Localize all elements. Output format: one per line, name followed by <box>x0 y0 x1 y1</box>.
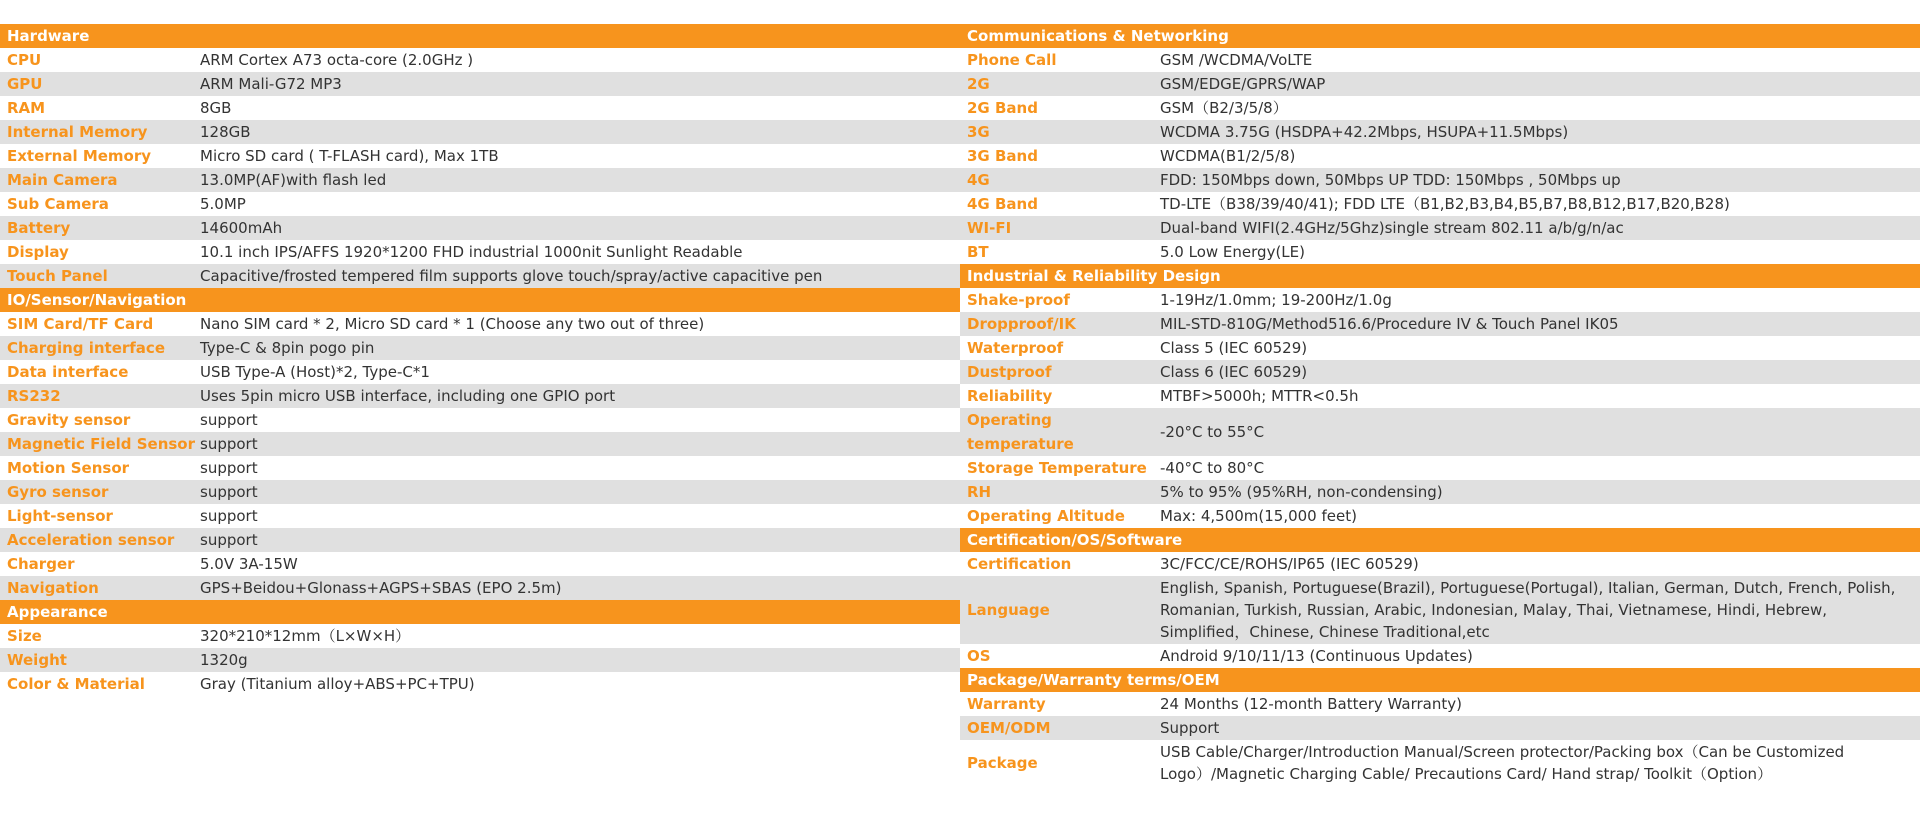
spec-row-operating-temperature <box>960 408 1920 456</box>
spec-label: SIM Card/TF Card <box>7 315 154 333</box>
spec-label: 4G <box>967 171 990 189</box>
spec-row-package <box>960 740 1920 786</box>
spec-value: 320*210*12mm（L×W×H） <box>200 627 411 645</box>
spec-row-main-camera <box>0 168 960 192</box>
spec-label: Internal Memory <box>7 123 148 141</box>
spec-value: WCDMA 3.75G (HSDPA+42.2Mbps, HSUPA+11.5Mbps) <box>1160 123 1569 141</box>
spec-value: Capacitive/frosted tempered film supports glove touch/spray/active capacitive pen <box>200 267 823 285</box>
spec-row-wi-fi <box>960 216 1920 240</box>
section-industrial-reliability-design <box>960 264 1920 528</box>
spec-row-data-interface <box>0 360 960 384</box>
section-hardware <box>0 24 960 288</box>
spec-label: Charging interface <box>7 339 165 357</box>
spec-label: 3G Band <box>967 147 1038 165</box>
spec-row-display <box>0 240 960 264</box>
spec-row-3g <box>960 120 1920 144</box>
spec-row-charging-interface <box>0 336 960 360</box>
spec-label: Charger <box>7 555 75 573</box>
spec-label: Operating Altitude <box>967 507 1125 525</box>
spec-row-external-memory <box>0 144 960 168</box>
spec-row-dustproof <box>960 360 1920 384</box>
spec-row-phone-call <box>960 48 1920 72</box>
right-spec-column <box>960 24 1920 786</box>
spec-value: Gray (Titanium alloy+ABS+PC+TPU) <box>200 675 475 693</box>
spec-value: 3C/FCC/CE/ROHS/IP65 (IEC 60529) <box>1160 555 1419 573</box>
spec-label: BT <box>967 243 989 261</box>
spec-row-cpu <box>0 48 960 72</box>
spec-value: 128GB <box>200 123 251 141</box>
spec-label: Battery <box>7 219 71 237</box>
spec-label: OS <box>967 647 991 665</box>
spec-label: Data interface <box>7 363 129 381</box>
spec-value: GSM/EDGE/GPRS/WAP <box>1160 75 1326 93</box>
spec-label: Operating temperature <box>967 411 1074 453</box>
spec-label: Magnetic Field Sensor <box>7 435 196 453</box>
spec-label: Certification <box>967 555 1072 573</box>
spec-label: Storage Temperature <box>967 459 1147 477</box>
spec-row-bt <box>960 240 1920 264</box>
spec-value: Uses 5pin micro USB interface, including one GPIO port <box>200 387 616 405</box>
spec-label: External Memory <box>7 147 152 165</box>
spec-row-oem-odm <box>960 716 1920 740</box>
spec-value: 13.0MP(AF)with flash led <box>200 171 387 189</box>
spec-value: Class 6 (IEC 60529) <box>1160 363 1308 381</box>
spec-row-size <box>0 624 960 648</box>
spec-row-touch-panel <box>0 264 960 288</box>
section-header: Hardware <box>0 24 960 48</box>
spec-row-motion-sensor <box>0 456 960 480</box>
section-header: IO/Sensor/Navigation <box>0 288 960 312</box>
spec-label: Light-sensor <box>7 507 113 525</box>
spec-row-gyro-sensor <box>0 480 960 504</box>
spec-value: ARM Mali-G72 MP3 <box>200 75 342 93</box>
spec-value: 5.0V 3A-15W <box>200 555 298 573</box>
spec-value: 14600mAh <box>200 219 283 237</box>
spec-row-operating-altitude <box>960 504 1920 528</box>
spec-value: Nano SIM card * 2, Micro SD card * 1 (Choose any two out of three) <box>200 315 705 333</box>
spec-label: RAM <box>7 99 46 117</box>
spec-label: Gravity sensor <box>7 411 131 429</box>
spec-value: ARM Cortex A73 octa-core (2.0GHz ) <box>200 51 474 69</box>
spec-label: Main Camera <box>7 171 118 189</box>
spec-row-acceleration-sensor <box>0 528 960 552</box>
spec-value: MIL-STD-810G/Method516.6/Procedure IV & Touch Panel IK05 <box>1160 315 1619 333</box>
spec-value: English, Spanish, Portuguese(Brazil), Portuguese(Portugal), Italian, German, Dutch, French, Polish, Romanian, Turkish, Russian, Arabic, Indonesian, Malay, Thai, Vietnamese, Hindi, Hebrew, Simplified，Chinese, Chinese Traditional,etc <box>1160 579 1896 641</box>
spec-value: -40°C to 80°C <box>1160 459 1265 477</box>
spec-value: 5% to 95% (95%RH, non-condensing) <box>1160 483 1443 501</box>
spec-value: Android 9/10/11/13 (Continuous Updates) <box>1160 647 1473 665</box>
spec-label: Phone Call <box>967 51 1057 69</box>
spec-label: 2G <box>967 75 990 93</box>
spec-value: 5.0 Low Energy(LE) <box>1160 243 1305 261</box>
section-header: Appearance <box>0 600 960 624</box>
spec-label: CPU <box>7 51 42 69</box>
spec-label: Warranty <box>967 695 1046 713</box>
spec-row-reliability <box>960 384 1920 408</box>
spec-value: GPS+Beidou+Glonass+AGPS+SBAS (EPO 2.5m) <box>200 579 562 597</box>
spec-label: Touch Panel <box>7 267 108 285</box>
spec-row-light-sensor <box>0 504 960 528</box>
spec-value: Dual-band WIFI(2.4GHz/5Ghz)single stream 802.11 a/b/g/n/ac <box>1160 219 1624 237</box>
spec-value: USB Type-A (Host)*2, Type-C*1 <box>200 363 430 381</box>
spec-row-rh <box>960 480 1920 504</box>
spec-label: RH <box>967 483 992 501</box>
spec-label: RS232 <box>7 387 61 405</box>
spec-row-shake-proof <box>960 288 1920 312</box>
spec-row-language <box>960 576 1920 644</box>
spec-label: Language <box>967 601 1050 619</box>
spec-row-3g-band <box>960 144 1920 168</box>
spec-row-gravity-sensor <box>0 408 960 432</box>
spec-label: Dustproof <box>967 363 1052 381</box>
section-certification-os-software <box>960 528 1920 668</box>
spec-value: support <box>200 411 258 429</box>
spec-row-storage-temperature <box>960 456 1920 480</box>
spec-value: support <box>200 435 258 453</box>
spec-label: Dropproof/IK <box>967 315 1076 333</box>
spec-value: FDD: 150Mbps down, 50Mbps UP TDD: 150Mbps , 50Mbps up <box>1160 171 1621 189</box>
spec-row-battery <box>0 216 960 240</box>
spec-label: Display <box>7 243 69 261</box>
spec-row-certification <box>960 552 1920 576</box>
spec-value: GSM（B2/3/5/8） <box>1160 99 1288 117</box>
spec-row-internal-memory <box>0 120 960 144</box>
spec-label: Shake-proof <box>967 291 1070 309</box>
spec-label: Waterproof <box>967 339 1064 357</box>
spec-row-weight <box>0 648 960 672</box>
spec-value: Class 5 (IEC 60529) <box>1160 339 1308 357</box>
spec-label: Size <box>7 627 42 645</box>
spec-row-sub-camera <box>0 192 960 216</box>
spec-row-waterproof <box>960 336 1920 360</box>
spec-label: 2G Band <box>967 99 1038 117</box>
section-package-warranty-terms-oem <box>960 668 1920 786</box>
spec-value: 1-19Hz/1.0mm; 19-200Hz/1.0g <box>1160 291 1392 309</box>
spec-value: WCDMA(B1/2/5/8) <box>1160 147 1296 165</box>
spec-row-color-material <box>0 672 960 696</box>
spec-row-magnetic-field-sensor <box>0 432 960 456</box>
spec-value: 5.0MP <box>200 195 246 213</box>
spec-value: Max: 4,500m(15,000 feet) <box>1160 507 1357 525</box>
spec-value: MTBF>5000h; MTTR<0.5h <box>1160 387 1359 405</box>
spec-label: Gyro sensor <box>7 483 109 501</box>
spec-value: 24 Months (12-month Battery Warranty) <box>1160 695 1462 713</box>
spec-value: support <box>200 483 258 501</box>
section-appearance <box>0 600 960 696</box>
spec-row-os <box>960 644 1920 668</box>
spec-label: WI-FI <box>967 219 1012 237</box>
spec-row-2g <box>960 72 1920 96</box>
spec-value: Support <box>1160 719 1220 737</box>
spec-label: Color & Material <box>7 675 145 693</box>
spec-row-warranty <box>960 692 1920 716</box>
spec-value: support <box>200 507 258 525</box>
spec-value: support <box>200 531 258 549</box>
section-header: Package/Warranty terms/OEM <box>960 668 1920 692</box>
spec-value: Type-C & 8pin pogo pin <box>200 339 375 357</box>
spec-label: 4G Band <box>967 195 1038 213</box>
spec-value: -20°C to 55°C <box>1160 423 1265 441</box>
spec-value: Micro SD card ( T-FLASH card), Max 1TB <box>200 147 499 165</box>
spec-row-2g-band <box>960 96 1920 120</box>
section-header: Certification/OS/Software <box>960 528 1920 552</box>
spec-value: TD-LTE（B38/39/40/41); FDD LTE（B1,B2,B3,B4,B5,B7,B8,B12,B17,B20,B28) <box>1160 195 1730 213</box>
spec-value: support <box>200 459 258 477</box>
spec-label: Reliability <box>967 387 1053 405</box>
spec-label: Motion Sensor <box>7 459 130 477</box>
spec-value: USB Cable/Charger/Introduction Manual/Screen protector/Packing box（Can be Customized Logo）/Magnetic Charging Cable/ Precautions Card/ Hand strap/ Toolkit（Option） <box>1160 743 1845 783</box>
spec-row-4g <box>960 168 1920 192</box>
spec-row-rs232 <box>0 384 960 408</box>
spec-value: 1320g <box>200 651 248 669</box>
section-header: Communications & Networking <box>960 24 1920 48</box>
spec-label: Sub Camera <box>7 195 109 213</box>
spec-row-dropproof-ik <box>960 312 1920 336</box>
section-communications-networking <box>960 24 1920 264</box>
left-spec-column <box>0 24 960 696</box>
spec-row-charger <box>0 552 960 576</box>
section-io-sensor-navigation <box>0 288 960 600</box>
spec-row-navigation <box>0 576 960 600</box>
spec-label: GPU <box>7 75 43 93</box>
spec-value: 10.1 inch IPS/AFFS 1920*1200 FHD industrial 1000nit Sunlight Readable <box>200 243 743 261</box>
spec-label: Navigation <box>7 579 99 597</box>
spec-row-4g-band <box>960 192 1920 216</box>
spec-row-sim-card-tf-card <box>0 312 960 336</box>
spec-row-gpu <box>0 72 960 96</box>
spec-label: Package <box>967 754 1038 772</box>
section-header: Industrial & Reliability Design <box>960 264 1920 288</box>
spec-value: 8GB <box>200 99 232 117</box>
spec-value: GSM /WCDMA/VoLTE <box>1160 51 1313 69</box>
spec-label: Weight <box>7 651 67 669</box>
spec-row-ram <box>0 96 960 120</box>
spec-label: 3G <box>967 123 990 141</box>
spec-label: Acceleration sensor <box>7 531 175 549</box>
spec-label: OEM/ODM <box>967 719 1051 737</box>
